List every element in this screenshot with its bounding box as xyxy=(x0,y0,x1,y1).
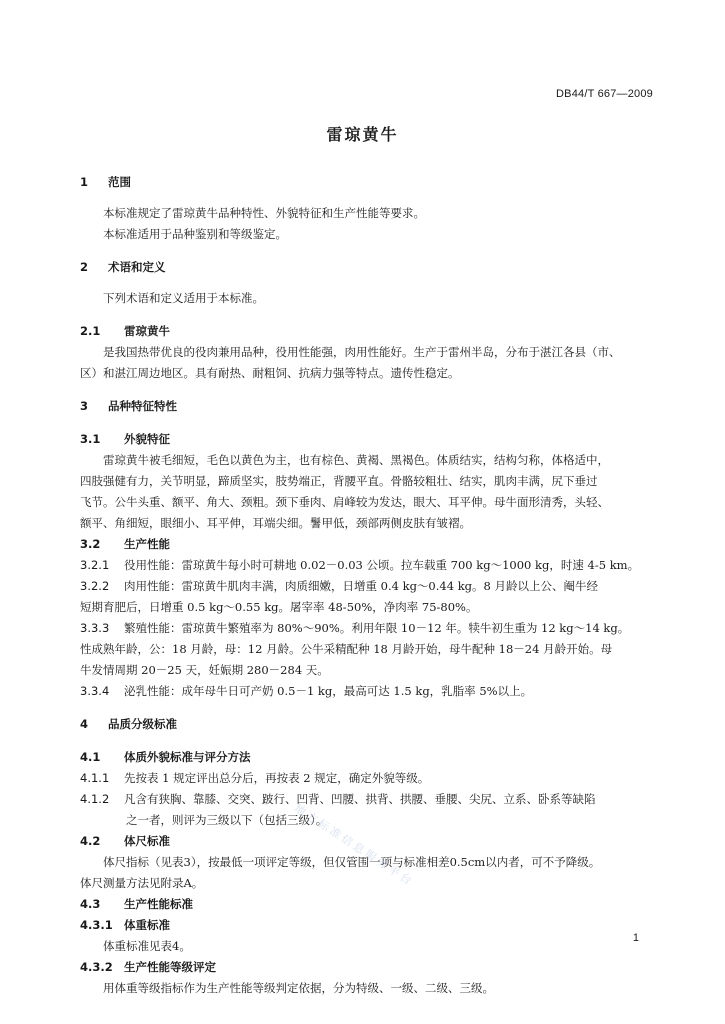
subsection-heading-appearance-scoring: 4.1 体质外貌标准与评分方法 xyxy=(80,750,251,764)
paragraph-continuation: 区）和湛江周边地区。具有耐热、耐粗饲、抗病力强等特点。遗传性稳定。 xyxy=(80,366,460,380)
paragraph: 体重标准见表4。 xyxy=(103,939,191,953)
numbered-item: 3.2.1 役用性能：雷琼黄牛每小时可耕地 0.02－0.03 公顷。拉车载重 700 kg～1000 kg，时速 4-5 km。 xyxy=(80,558,640,572)
paragraph-continuation: 飞节。公牛头重、额平、角大、颈粗。颈下垂肉、肩峰较为发达，眼大、耳平伸。母牛面形清秀，头轻、 xyxy=(80,495,609,509)
page-number: 1 xyxy=(632,932,639,944)
numbered-item: 4.1.2 凡含有狭胸、靠膝、交突、跛行、凹背、凹腰、拱背、拱腰、垂腰、尖尻、立系、卧系等缺陷 xyxy=(80,792,596,806)
subsection-heading-leiqiong-cattle: 2.1 雷琼黄牛 xyxy=(80,324,170,338)
section-heading-grading: 4 品质分级标准 xyxy=(80,717,177,731)
paragraph-continuation: 额平、角细短，眼细小、耳平伸，耳端尖细。鬐甲低，颈部两侧皮肤有皱褶。 xyxy=(80,516,471,530)
numbered-item: 3.3.4 泌乳性能：成年母牛日可产奶 0.5－1 kg，最高可达 1.5 kg，乳脂率 5%以上。 xyxy=(80,684,533,698)
paragraph: 是我国热带优良的役肉兼用品种，役用性能强，肉用性能好。生产于雷州半岛，分布于湛江各县（市、 xyxy=(103,345,621,359)
section-heading-breed-characteristics: 3 品种特征特性 xyxy=(80,399,177,413)
paragraph-continuation: 牛发情周期 20－25 天，妊娠期 280－284 天。 xyxy=(80,663,329,677)
paragraph-continuation: 体尺测量方法见附录A。 xyxy=(80,876,204,890)
numbered-item: 3.3.3 繁殖性能：雷琼黄牛繁殖率为 80%～90%。利用年限 10－12 年。犊牛初生重为 12 kg～14 kg。 xyxy=(80,621,630,635)
document-body xyxy=(80,172,658,999)
document-title: 雷琼黄牛 xyxy=(326,125,399,144)
paragraph: 下列术语和定义适用于本标准。 xyxy=(103,291,264,305)
paragraph: 体尺指标（见表3），按最低一项评定等级，但仅管围一项与标准相差0.5cm以内者，可不予降级。 xyxy=(103,855,601,869)
subsection-heading-production-standard: 4.3 生产性能标准 xyxy=(80,897,193,911)
paragraph: 雷琼黄牛被毛细短，毛色以黄色为主，也有棕色、黄褐、黑褐色。体质结实，结构匀称，体格适中， xyxy=(103,453,609,467)
subsection-heading-appearance: 3.1 外貌特征 xyxy=(80,432,170,446)
paragraph: 本标准规定了雷琼黄牛品种特性、外貌特征和生产性能等要求。 xyxy=(103,206,425,220)
subsection-heading-weight-standard: 4.3.1 体重标准 xyxy=(80,918,170,932)
paragraph-continuation: 短期育肥后，日增重 0.5 kg～0.55 kg。屠宰率 48-50%，净肉率 75-80%。 xyxy=(80,600,478,614)
subsection-heading-production-grade: 4.3.2 生产性能等级评定 xyxy=(80,960,216,974)
section-heading-terms: 2 术语和定义 xyxy=(80,260,166,274)
subsection-heading-production: 3.2 生产性能 xyxy=(80,537,170,551)
watermark: 地方标准信息服务平台 xyxy=(291,801,417,889)
subsection-heading-body-measurement: 4.2 体尺标准 xyxy=(80,834,170,848)
paragraph-continuation: 性成熟年龄，公：18 月龄，母：12 月龄。公牛采精配种 18 月龄开始，母牛配种 18－24 月龄开始。母 xyxy=(80,642,613,656)
numbered-item: 4.1.1 先按表 1 规定评出总分后，再按表 2 规定，确定外貌等级。 xyxy=(80,771,430,785)
paragraph: 本标准适用于品种鉴别和等级鉴定。 xyxy=(103,227,287,241)
document-code: DB44/T 667—2009 xyxy=(556,88,653,100)
section-heading-scope: 1 范围 xyxy=(80,175,131,189)
paragraph-continuation: 之一者，则评为三级以下（包括三级）。 xyxy=(126,813,328,827)
paragraph: 用体重等级指标作为生产性能等级判定依据，分为特级、一级、二级、三级。 xyxy=(103,981,494,995)
paragraph-continuation: 四肢强健有力，关节明显，蹄质坚实，肢势端正，背腰平直。骨骼较粗壮、结实，肌肉丰满，尻下垂过 xyxy=(80,474,598,488)
numbered-item: 3.2.2 肉用性能：雷琼黄牛肌肉丰满，肉质细嫩，日增重 0.4 kg～0.44 kg。8 月龄以上公、阉牛经 xyxy=(80,579,598,593)
